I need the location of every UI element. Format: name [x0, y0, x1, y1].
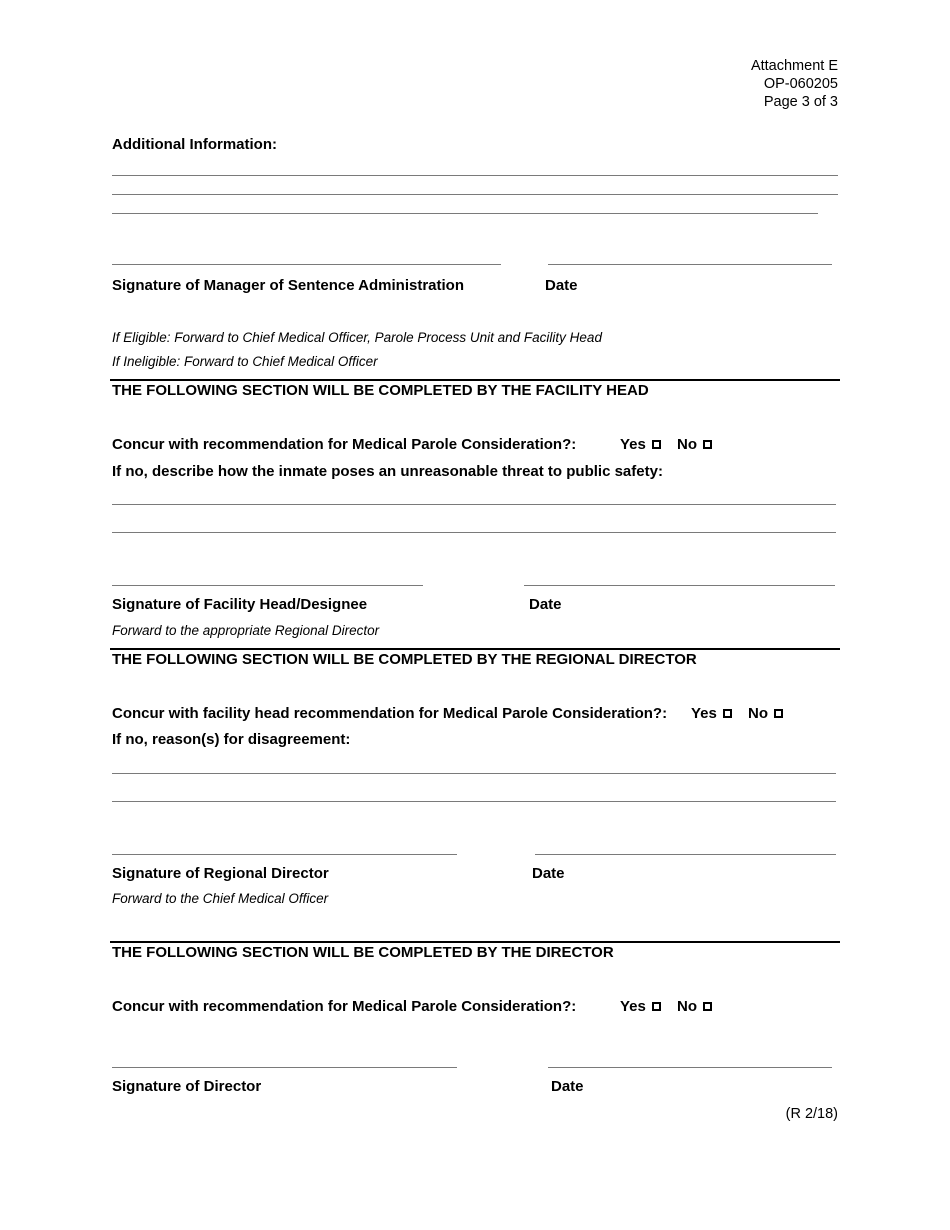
regional-yes-no [691, 705, 783, 722]
attachment-label: Attachment E [750, 58, 838, 74]
director-no-checkbox[interactable] [703, 1002, 712, 1011]
director-signature-line[interactable] [112, 1067, 457, 1068]
additional-info-label: Additional Information: [112, 136, 277, 153]
director-question: Concur with recommendation for Medical Parole Consideration?: [112, 998, 577, 1015]
director-yes-no [620, 998, 712, 1015]
regional-no-checkbox[interactable] [774, 709, 783, 718]
facility-signature-line[interactable] [112, 585, 423, 586]
facility-yes-option[interactable] [620, 436, 661, 453]
regional-yes-label: Yes [691, 705, 717, 722]
director-yes-checkbox[interactable] [652, 1002, 661, 1011]
facility-yes-label: Yes [620, 436, 646, 453]
ineligible-note: If Ineligible: Forward to Chief Medical Officer [112, 354, 378, 369]
regional-forward-note: Forward to the Chief Medical Officer [112, 891, 329, 906]
additional-info-line-1[interactable] [112, 175, 838, 176]
regional-followup: If no, reason(s) for disagreement: [112, 731, 351, 748]
director-yes-option[interactable] [620, 998, 661, 1015]
facility-question: Concur with recommendation for Medical Parole Consideration?: [112, 436, 577, 453]
director-section-title: THE FOLLOWING SECTION WILL BE COMPLETED BY THE DIRECTOR [112, 944, 614, 961]
facility-date-label: Date [529, 596, 562, 613]
facility-reason-line-2[interactable] [112, 532, 836, 533]
manager-date-line[interactable] [548, 264, 832, 265]
director-date-line[interactable] [548, 1067, 832, 1068]
facility-signature-label: Signature of Facility Head/Designee [112, 596, 368, 613]
regional-no-label: No [748, 705, 769, 722]
regional-date-line[interactable] [535, 854, 836, 855]
op-number: OP-060205 [763, 76, 838, 92]
regional-question: Concur with facility head recommendation for Medical Parole Consideration?: [112, 705, 668, 722]
regional-signature-label: Signature of Regional Director [112, 865, 329, 882]
facility-forward-note: Forward to the appropriate Regional Director [112, 623, 380, 638]
facility-no-option[interactable] [677, 436, 712, 453]
eligible-note: If Eligible: Forward to Chief Medical Officer, Parole Process Unit and Facility Head [112, 330, 602, 345]
facility-yes-checkbox[interactable] [652, 440, 661, 449]
regional-reason-line-1[interactable] [112, 773, 836, 774]
regional-section-title: THE FOLLOWING SECTION WILL BE COMPLETED BY THE REGIONAL DIRECTOR [112, 651, 697, 668]
regional-yes-checkbox[interactable] [723, 709, 732, 718]
facility-section-divider [110, 379, 840, 381]
page-number: Page 3 of 3 [763, 94, 838, 110]
facility-no-label: No [677, 436, 698, 453]
regional-date-label: Date [532, 865, 565, 882]
regional-section-divider [110, 648, 840, 650]
facility-followup: If no, describe how the inmate poses an unreasonable threat to public safety: [112, 463, 663, 480]
regional-reason-line-2[interactable] [112, 801, 836, 802]
facility-date-line[interactable] [524, 585, 835, 586]
additional-info-line-3[interactable] [112, 213, 818, 214]
facility-reason-line-1[interactable] [112, 504, 836, 505]
regional-no-option[interactable] [748, 705, 783, 722]
director-date-label: Date [551, 1078, 584, 1095]
additional-info-line-2[interactable] [112, 194, 838, 195]
director-yes-label: Yes [620, 998, 646, 1015]
manager-signature-label: Signature of Manager of Sentence Administration [112, 277, 464, 294]
facility-yes-no [620, 436, 712, 453]
revision-code: (R 2/18) [785, 1106, 838, 1122]
facility-no-checkbox[interactable] [703, 440, 712, 449]
director-section-divider [110, 941, 840, 943]
regional-signature-line[interactable] [112, 854, 457, 855]
facility-section-title: THE FOLLOWING SECTION WILL BE COMPLETED BY THE FACILITY HEAD [112, 382, 649, 399]
manager-signature-line[interactable] [112, 264, 501, 265]
regional-yes-option[interactable] [691, 705, 732, 722]
director-signature-label: Signature of Director [112, 1078, 262, 1095]
director-no-label: No [677, 998, 698, 1015]
director-no-option[interactable] [677, 998, 712, 1015]
manager-date-label: Date [545, 277, 578, 294]
document-header [640, 57, 838, 111]
